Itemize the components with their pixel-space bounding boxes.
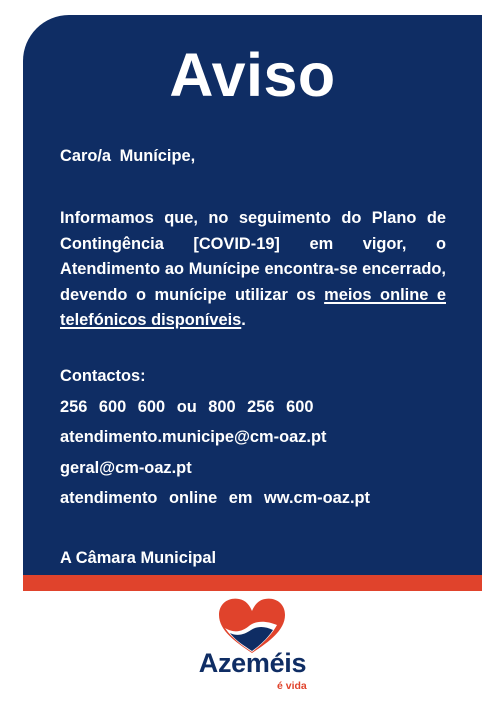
notice-paragraph-text: Informamos que, no seguimento do Plano de Contingência [COVID-19] em vigor, o Atendimento ao Munícipe encontra-se encerrado, devendo o munícipe utilizar os — [60, 209, 446, 304]
logo-wordmark: Azeméis — [198, 648, 307, 678]
heart-wave-icon — [185, 595, 320, 655]
accent-bar — [23, 575, 482, 591]
notice-paragraph-end: . — [241, 311, 246, 329]
email-general: geral@cm-oaz.pt — [60, 458, 192, 477]
online-phone-means-link[interactable]: meios online e telefónicos disponíveis — [60, 285, 446, 329]
phone-numbers: 256 600 600 ou 800 256 600 — [60, 397, 314, 416]
notice-title: Aviso — [169, 41, 336, 109]
email-municipe: atendimento.municipe@cm-oaz.pt — [60, 428, 327, 446]
online-service: atendimento online em ww.cm-oaz.pt — [60, 489, 370, 507]
greeting: Caro/a Munícipe, — [60, 147, 196, 165]
azemeis-logo — [185, 595, 320, 705]
notice-paragraph — [60, 206, 446, 334]
signature: A Câmara Municipal — [60, 549, 217, 567]
logo-tagline: é vida — [277, 680, 307, 692]
contacts-heading: Contactos: — [60, 367, 146, 385]
contacts-block — [60, 364, 446, 517]
notice-panel — [23, 15, 482, 575]
